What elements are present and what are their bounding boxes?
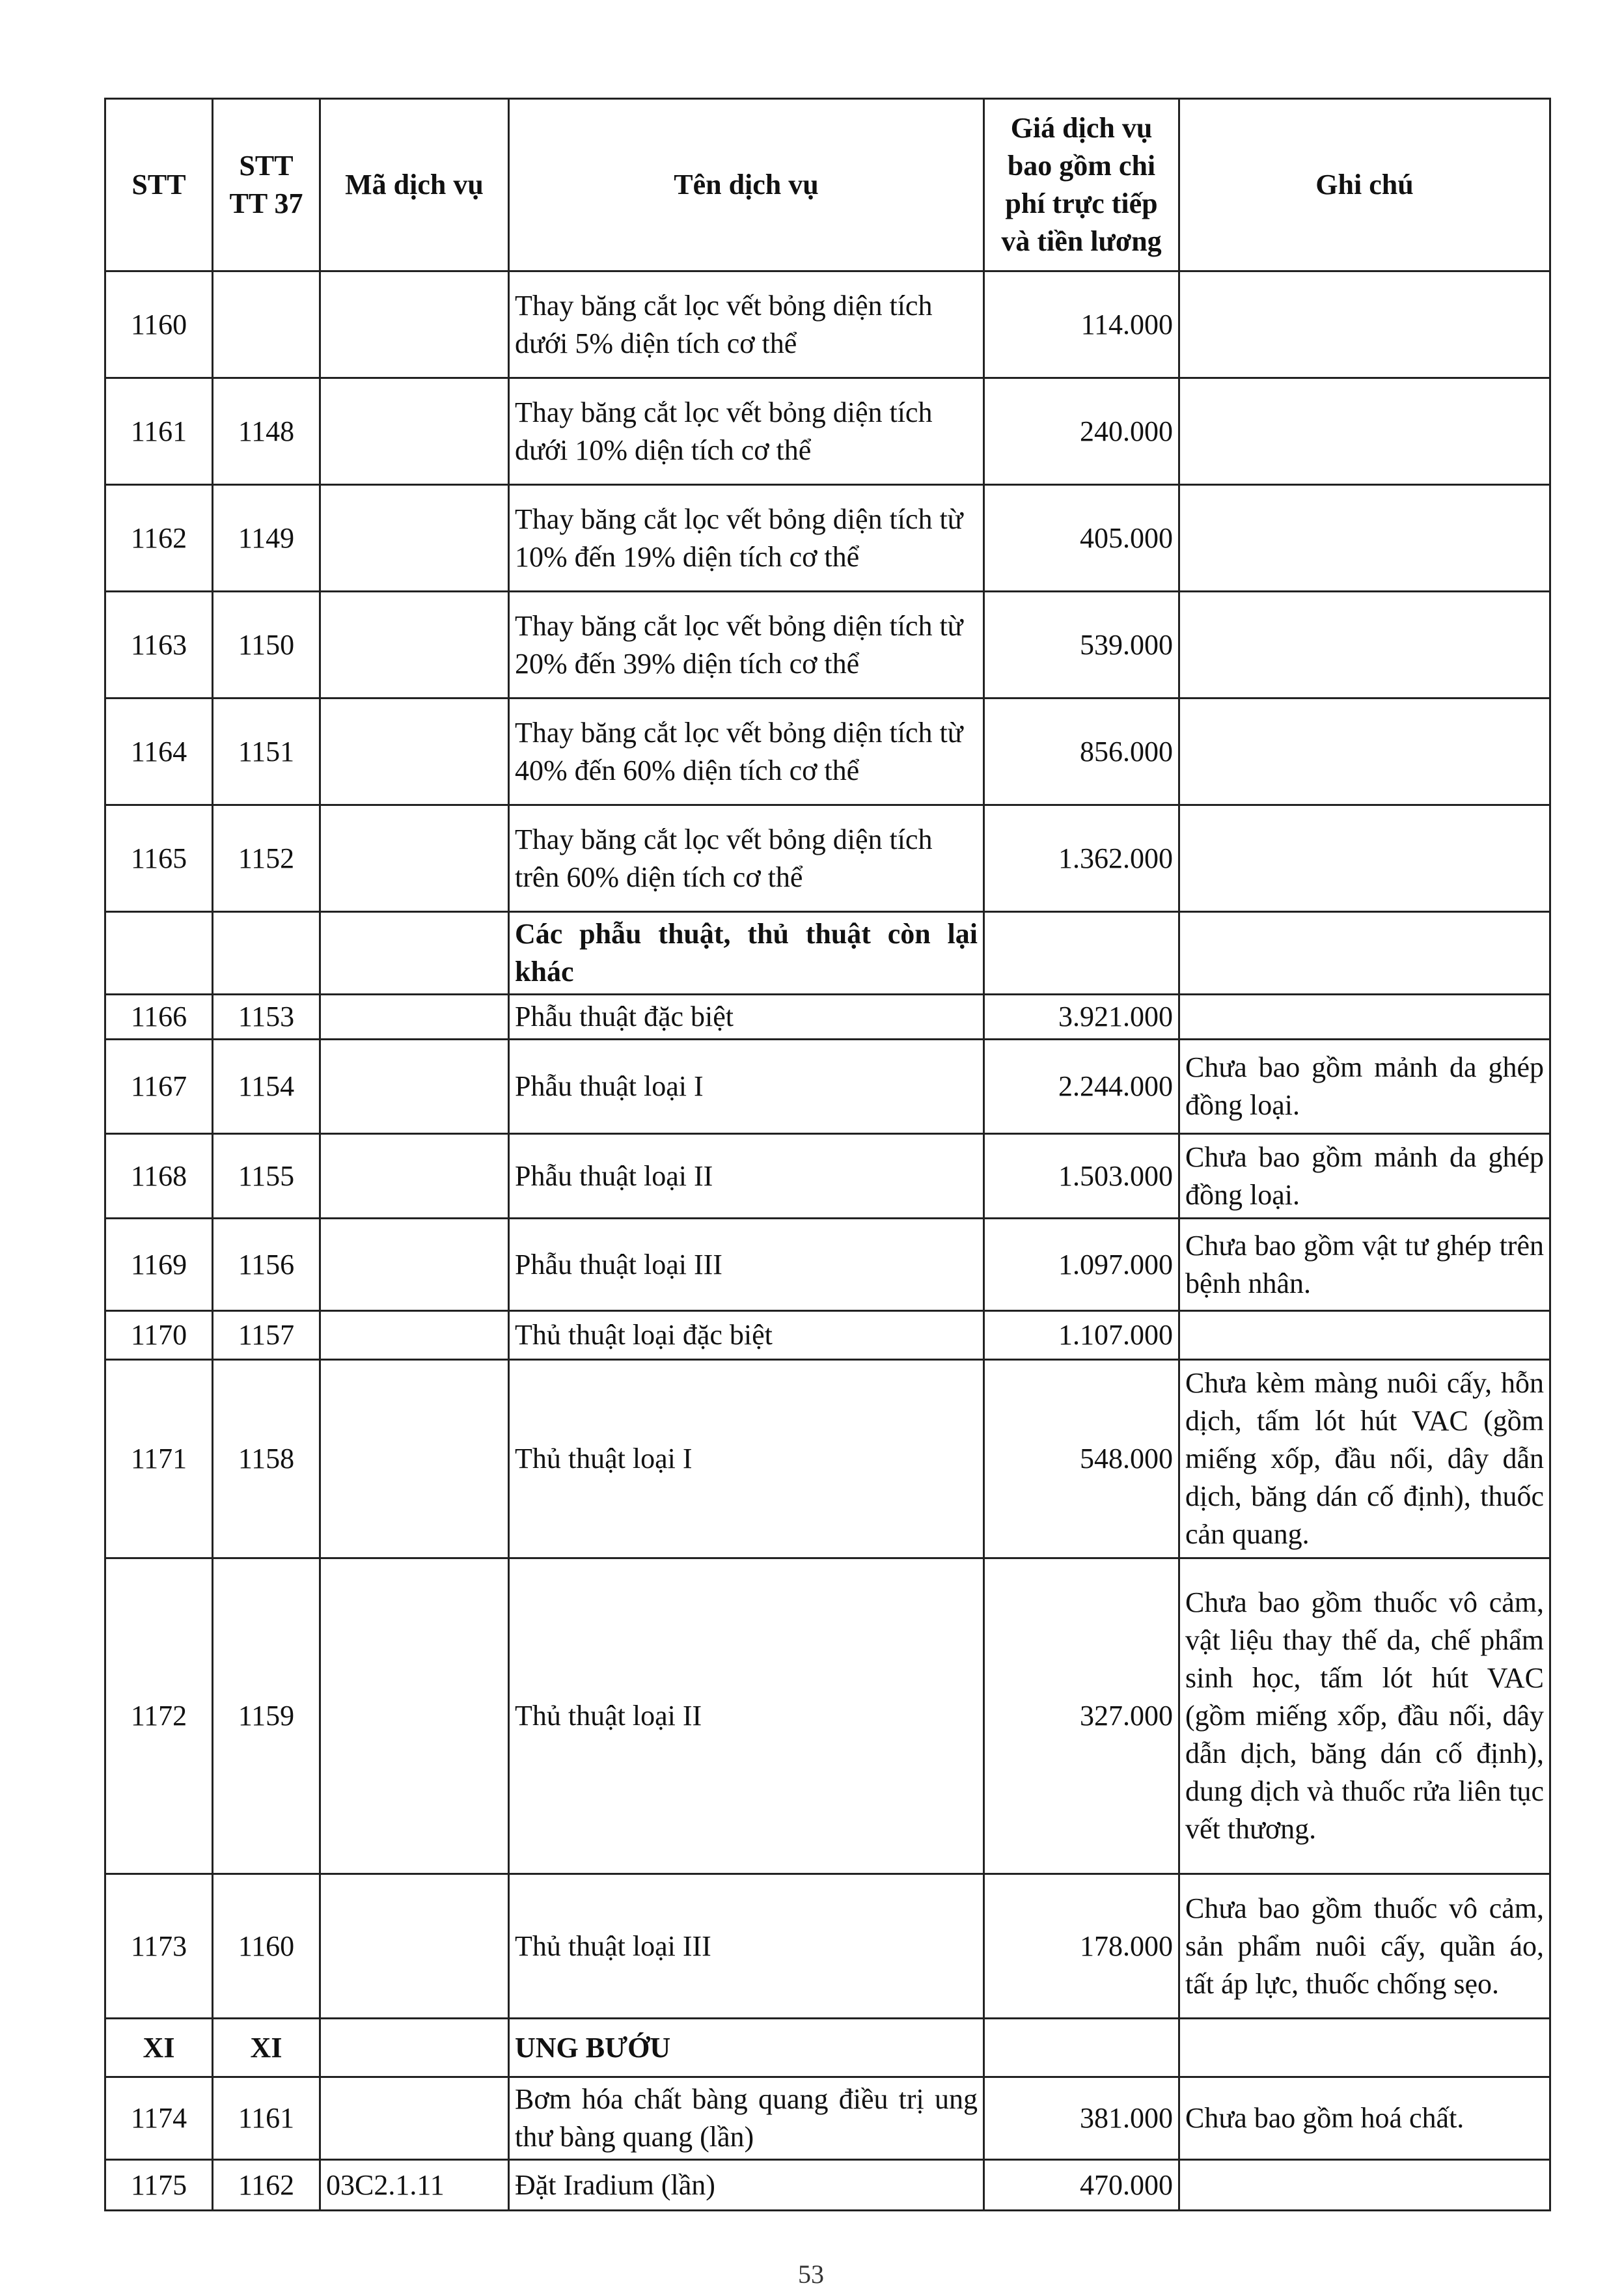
cell-ma	[320, 592, 509, 698]
cell-stt: 1164	[105, 698, 213, 805]
cell-ten: Thay băng cắt lọc vết bỏng diện tích trên 60% diện tích cơ thể	[509, 805, 984, 912]
cell-tt37: 1152	[213, 805, 320, 912]
cell-ten: Thủ thuật loại III	[509, 1874, 984, 2019]
table-row	[105, 1558, 1550, 1874]
table-row	[105, 1311, 1550, 1360]
cell-ten: Đặt Iradium (lần)	[509, 2160, 984, 2211]
cell-tt37: 1159	[213, 1558, 320, 1874]
header-ten-dich-vu: Tên dịch vụ	[509, 99, 984, 271]
cell-gia: 548.000	[984, 1360, 1179, 1558]
cell-tt37	[213, 912, 320, 995]
cell-stt: 1160	[105, 271, 213, 378]
cell-gia: 178.000	[984, 1874, 1179, 2019]
cell-tt37: 1160	[213, 1874, 320, 2019]
cell-ghi-chu	[1179, 805, 1550, 912]
cell-stt: 1173	[105, 1874, 213, 2019]
cell-ghi-chu: Chưa bao gồm thuốc vô cảm, sản phẩm nuôi cấy, quần áo, tất áp lực, thuốc chống sẹo.	[1179, 1874, 1550, 2019]
cell-gia: 1.362.000	[984, 805, 1179, 912]
cell-ma	[320, 995, 509, 1040]
cell-gia: 327.000	[984, 1558, 1179, 1874]
cell-ma	[320, 1311, 509, 1360]
cell-ma: 03C2.1.11	[320, 2160, 509, 2211]
cell-gia: 405.000	[984, 485, 1179, 592]
header-ghi-chu: Ghi chú	[1179, 99, 1550, 271]
cell-gia: 1.107.000	[984, 1311, 1179, 1360]
table-row	[105, 592, 1550, 698]
cell-stt: 1168	[105, 1134, 213, 1219]
table-row	[105, 485, 1550, 592]
cell-ghi-chu	[1179, 2019, 1550, 2077]
cell-tt37: 1155	[213, 1134, 320, 1219]
table-row	[105, 378, 1550, 485]
header-gia: Giá dịch vụ bao gồm chi phí trực tiếp và tiền lương	[984, 99, 1179, 271]
cell-ma	[320, 805, 509, 912]
cell-gia: 114.000	[984, 271, 1179, 378]
cell-stt: 1172	[105, 1558, 213, 1874]
cell-ghi-chu	[1179, 1311, 1550, 1360]
cell-gia: 856.000	[984, 698, 1179, 805]
cell-ma	[320, 378, 509, 485]
cell-ten: Thủ thuật loại đặc biệt	[509, 1311, 984, 1360]
cell-tt37: 1158	[213, 1360, 320, 1558]
cell-ma	[320, 1219, 509, 1311]
cell-ma	[320, 2077, 509, 2160]
cell-tt37: 1149	[213, 485, 320, 592]
cell-ma	[320, 698, 509, 805]
table-row	[105, 698, 1550, 805]
cell-ten: Phẫu thuật đặc biệt	[509, 995, 984, 1040]
cell-ghi-chu	[1179, 271, 1550, 378]
cell-stt: 1170	[105, 1311, 213, 1360]
cell-ten: Thay băng cắt lọc vết bỏng diện tích từ 10% đến 19% diện tích cơ thể	[509, 485, 984, 592]
cell-stt: 1166	[105, 995, 213, 1040]
cell-tt37: 1162	[213, 2160, 320, 2211]
table-row	[105, 2077, 1550, 2160]
cell-stt: 1167	[105, 1040, 213, 1134]
cell-gia: 539.000	[984, 592, 1179, 698]
cell-stt: 1165	[105, 805, 213, 912]
cell-tt37: 1154	[213, 1040, 320, 1134]
cell-tt37: 1157	[213, 1311, 320, 1360]
cell-ghi-chu	[1179, 698, 1550, 805]
cell-gia	[984, 2019, 1179, 2077]
section-row	[105, 912, 1550, 995]
cell-gia: 470.000	[984, 2160, 1179, 2211]
cell-ten: Phẫu thuật loại I	[509, 1040, 984, 1134]
cell-ghi-chu: Chưa bao gồm thuốc vô cảm, vật liệu thay thế da, chế phẩm sinh học, tấm lót hút VAC (gồm miếng xốp, đầu nối, dây dẫn dịch, băng dán cố định), dung dịch và thuốc rửa liên tục vết thương.	[1179, 1558, 1550, 1874]
cell-ma	[320, 2019, 509, 2077]
cell-ghi-chu: Chưa bao gồm mảnh da ghép đồng loại.	[1179, 1040, 1550, 1134]
cell-tt37: 1156	[213, 1219, 320, 1311]
cell-stt: 1162	[105, 485, 213, 592]
cell-gia: 1.503.000	[984, 1134, 1179, 1219]
cell-ghi-chu: Chưa bao gồm vật tư ghép trên bệnh nhân.	[1179, 1219, 1550, 1311]
section-title: UNG BƯỚU	[509, 2019, 984, 2077]
cell-ghi-chu	[1179, 378, 1550, 485]
section-title: Các phẫu thuật, thủ thuật còn lại khác	[509, 912, 984, 995]
header-stt-tt37: STT TT 37	[213, 99, 320, 271]
cell-gia	[984, 912, 1179, 995]
cell-tt37: 1151	[213, 698, 320, 805]
cell-ma	[320, 1874, 509, 2019]
cell-tt37	[213, 271, 320, 378]
cell-ghi-chu: Chưa kèm màng nuôi cấy, hỗn dịch, tấm lót hút VAC (gồm miếng xốp, đầu nối, dây dẫn dịch, băng dán cố định), thuốc cản quang.	[1179, 1360, 1550, 1558]
cell-ghi-chu	[1179, 2160, 1550, 2211]
table-row	[105, 1360, 1550, 1558]
cell-tt37: 1150	[213, 592, 320, 698]
cell-stt: 1171	[105, 1360, 213, 1558]
cell-gia: 3.921.000	[984, 995, 1179, 1040]
cell-ghi-chu	[1179, 592, 1550, 698]
table-row	[105, 995, 1550, 1040]
cell-stt	[105, 912, 213, 995]
cell-gia: 2.244.000	[984, 1040, 1179, 1134]
cell-gia: 381.000	[984, 2077, 1179, 2160]
cell-ten: Thay băng cắt lọc vết bỏng diện tích dưới 10% diện tích cơ thể	[509, 378, 984, 485]
cell-tt37: 1148	[213, 378, 320, 485]
cell-stt: XI	[105, 2019, 213, 2077]
cell-tt37: XI	[213, 2019, 320, 2077]
cell-ghi-chu: Chưa bao gồm hoá chất.	[1179, 2077, 1550, 2160]
table-row	[105, 1874, 1550, 2019]
cell-ghi-chu: Chưa bao gồm mảnh da ghép đồng loại.	[1179, 1134, 1550, 1219]
cell-stt: 1169	[105, 1219, 213, 1311]
cell-ma	[320, 1558, 509, 1874]
cell-gia: 1.097.000	[984, 1219, 1179, 1311]
cell-ma	[320, 1134, 509, 1219]
cell-ten: Thay băng cắt lọc vết bỏng diện tích từ 40% đến 60% diện tích cơ thể	[509, 698, 984, 805]
section-row	[105, 2019, 1550, 2077]
cell-ma	[320, 1040, 509, 1134]
cell-ten: Phẫu thuật loại II	[509, 1134, 984, 1219]
cell-ten: Thủ thuật loại II	[509, 1558, 984, 1874]
cell-ghi-chu	[1179, 485, 1550, 592]
cell-ghi-chu	[1179, 995, 1550, 1040]
cell-tt37: 1161	[213, 2077, 320, 2160]
price-table	[104, 98, 1551, 2211]
page-number: 53	[798, 2260, 824, 2289]
cell-stt: 1163	[105, 592, 213, 698]
cell-gia: 240.000	[984, 378, 1179, 485]
cell-ma	[320, 1360, 509, 1558]
header-ma-dich-vu: Mã dịch vụ	[320, 99, 509, 271]
table-row	[105, 805, 1550, 912]
cell-ten: Thay băng cắt lọc vết bỏng diện tích dưới 5% diện tích cơ thể	[509, 271, 984, 378]
cell-stt: 1161	[105, 378, 213, 485]
cell-stt: 1175	[105, 2160, 213, 2211]
cell-ma	[320, 271, 509, 378]
cell-ten: Bơm hóa chất bàng quang điều trị ung thư bàng quang (lần)	[509, 2077, 984, 2160]
cell-ma	[320, 485, 509, 592]
cell-ghi-chu	[1179, 912, 1550, 995]
cell-ma	[320, 912, 509, 995]
table-row	[105, 1040, 1550, 1134]
cell-stt: 1174	[105, 2077, 213, 2160]
table-row	[105, 2160, 1550, 2211]
cell-ten: Thủ thuật loại I	[509, 1360, 984, 1558]
cell-ten: Phẫu thuật loại III	[509, 1219, 984, 1311]
table-row	[105, 1134, 1550, 1219]
table-row	[105, 1219, 1550, 1311]
cell-tt37: 1153	[213, 995, 320, 1040]
cell-ten: Thay băng cắt lọc vết bỏng diện tích từ 20% đến 39% diện tích cơ thể	[509, 592, 984, 698]
header-stt: STT	[105, 99, 213, 271]
table-row	[105, 271, 1550, 378]
